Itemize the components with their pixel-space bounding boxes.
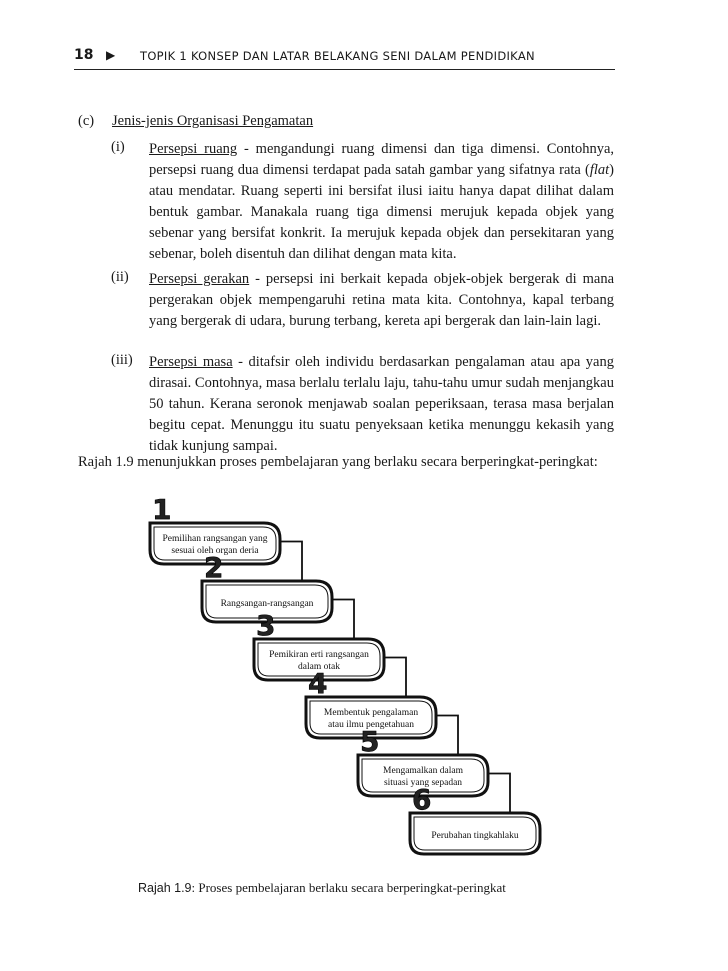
- section-title: Jenis-jenis Organisasi Pengamatan: [112, 113, 314, 129]
- item-text-1a: - mengandungi ruang dimensi dan tiga dimensi. Contohnya, persepsi ruang dua dimensi terdapat pada satah gambar yang sifatnya rata (: [149, 141, 615, 178]
- caption-text: : Proses pembelajaran berlaku secara berperingkat-peringkat: [191, 880, 506, 895]
- step-label-5-line1: Mengamalkan dalam: [383, 766, 463, 776]
- step-label-1-line2: sesuai oleh organ deria: [171, 546, 259, 556]
- caption-label: Rajah 1.9: [138, 881, 192, 895]
- item-text-2: - persepsi ini berkait kepada objek-objek bergerak di mana pergerakan objek mempengaruhi retina mata kita. Contohnya, kapal terbang yang bergerak di udara, burung terbang, kereta api bergerak dan lain-lain lagi.: [149, 271, 615, 329]
- step-number-2: 2: [204, 551, 224, 584]
- page-number: 18: [74, 47, 94, 63]
- item-numeral-1: (i): [111, 139, 125, 155]
- item-text-1b: ) atau mendatar. Ruang seperti ini bersifat ilusi iaitu hanya dapat dilihat dalam bentuk gambar. Manakala ruang tiga dimensi merujuk kepada objek yang sebenar yang bersifat konkrit. Ia merujuk kepada objek dan persekitaran yang sebenar, boleh disentuh dan dilihat dengan mata kita.: [149, 162, 614, 262]
- step-label-3-line2: dalam otak: [298, 662, 340, 672]
- step-label-3-line1: Pemikiran erti rangsangan: [269, 650, 369, 660]
- item-numeral-3: (iii): [111, 352, 133, 368]
- step-label-2: Rangsangan-rangsangan: [220, 599, 314, 609]
- item-text-3: - ditafsir oleh individu berdasarkan pengalaman atau apa yang dirasai. Contohnya, masa berlalu terlalu laju, tahu-tahu umur sudah menjangkau 50 tahun. Kerana seronok menjawab soalan peperiksaan, terasa masa berjalan begitu cepat. Menunggu itu suatu penyeksaan ketika menunggu kekasih yang tidak kunjung sampai.: [149, 354, 614, 454]
- item-italic-1: flat: [589, 162, 610, 178]
- step-number-3: 3: [256, 609, 276, 642]
- step-number-6: 6: [412, 783, 432, 816]
- section-label: (c): [78, 113, 95, 129]
- step-label-4-line2: atau ilmu pengetahuan: [328, 720, 414, 730]
- step-number-4: 4: [308, 667, 328, 700]
- header-title: TOPIK 1 KONSEP DAN LATAR BELAKANG SENI DALAM PENDIDIKAN: [140, 49, 535, 63]
- item-numeral-2: (ii): [111, 269, 129, 285]
- intro-paragraph: Rajah 1.9 menunjukkan proses pembelajaran yang berlaku secara berperingkat-peringkat:: [78, 454, 598, 470]
- arrow-icon: ▶: [106, 48, 116, 62]
- item-term-3: Persepsi masa: [149, 354, 233, 370]
- figure-caption: [138, 880, 506, 896]
- item-term-2: Persepsi gerakan: [149, 271, 250, 287]
- item-term-1: Persepsi ruang: [149, 141, 238, 157]
- step-label-5-line2: situasi yang sepadan: [383, 778, 463, 788]
- step-label-1-line1: Pemilihan rangsangan yang: [162, 534, 268, 544]
- step-number-1: 1: [152, 493, 172, 526]
- step-label-6: Perubahan tingkahlaku: [431, 831, 519, 841]
- step-label-4-line1: Membentuk pengalaman: [323, 708, 419, 718]
- step-number-5: 5: [360, 725, 380, 758]
